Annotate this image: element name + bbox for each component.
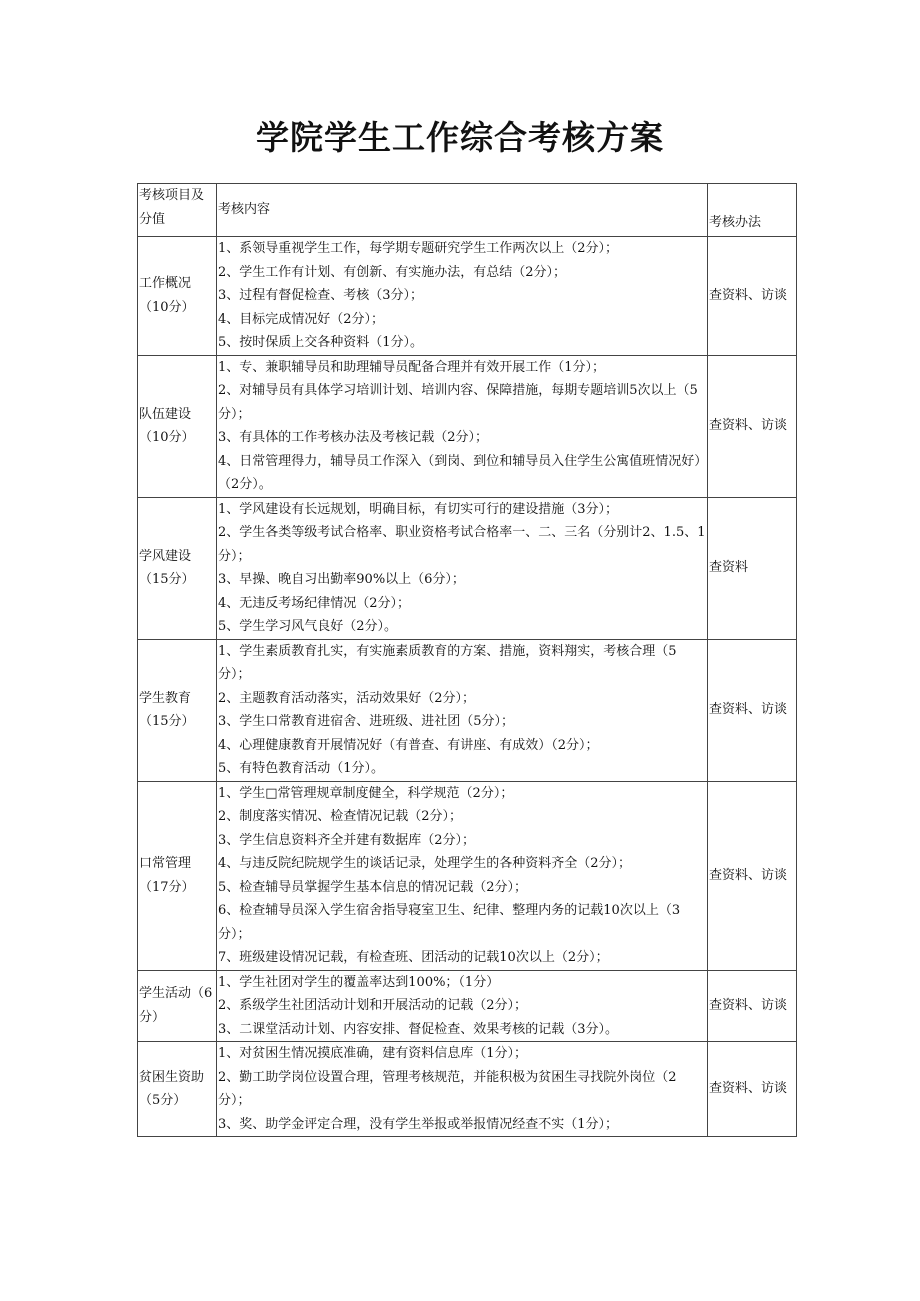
list-item: 1、学生素质教育扎实，有实施素质教育的方案、措施，资料翔实，考核合理（5分）；: [218, 643, 677, 682]
assessment-table: [137, 183, 797, 1137]
row-items: [217, 970, 708, 1042]
list-item: 1、对贫困生情况摸底准确，建有资料信息库（1分）；: [218, 1046, 528, 1061]
list-item: 1、学生□常管理规章制度健全，科学规范（2分）；: [218, 785, 514, 801]
list-item: 3、学生信息资料齐全并建有数据库（2分）；: [218, 832, 476, 848]
list-item: 3、奖、助学金评定合理，没有学生举报或举报情况经查不实（1分）；: [218, 1116, 619, 1132]
row-items: [217, 639, 708, 781]
row-items: [217, 355, 708, 497]
list-item: 2、学生工作有计划、有创新、有实施办法，有总结（2分）；: [218, 264, 567, 280]
list-item: 3、学生口常教育进宿舍、进班级、进社团（5分）；: [218, 714, 515, 729]
list-item: 2、对辅导员有具体学习培训计划、培训内容、保障措施，每期专题培训5次以上（5分）；: [218, 383, 698, 422]
list-item: 4、心理健康教育开展情况好（有普查、有讲座、有成效）（2分）；: [218, 737, 599, 753]
list-item: 3、二课堂活动计划、内容安排、督促检查、效果考核的记载（3分）。: [218, 1021, 619, 1037]
list-item: 2、勤工助学岗位设置合理，管理考核规范，并能积极为贫困生寻找院外岗位（2分）；: [218, 1069, 677, 1108]
list-item: 3、有具体的工作考核办法及考核记载（2分）；: [218, 430, 489, 445]
list-item: 4、与违反院纪院规学生的谈话记录，处理学生的各种资料齐全（2分）；: [218, 856, 632, 871]
table-row: [138, 497, 797, 639]
list-item: 2、主题教育活动落实，活动效果好（2分）；: [218, 690, 476, 706]
list-item: 5、有特色教育活动（1分）。: [218, 761, 385, 776]
table-header-row: [138, 184, 797, 237]
row-items: [217, 237, 708, 356]
row-category: 学生教育（15分）: [138, 639, 217, 781]
row-method: 查资料、访谈: [708, 781, 797, 970]
row-method: 查资料、访谈: [708, 355, 797, 497]
list-item: 5、检查辅导员掌握学生基本信息的情况记载（2分）；: [218, 879, 528, 895]
list-item: 5、按时保质上交各种资料（1分）。: [218, 335, 424, 350]
row-method: 查资料、访谈: [708, 237, 797, 356]
table-row: [138, 237, 797, 356]
list-item: 4、目标完成情况好（2分）；: [218, 311, 385, 327]
list-item: 6、检查辅导员深入学生宿舍指导寝室卫生、纪律、整理内务的记载10次以上（3分）；: [218, 903, 681, 942]
row-method: 查资料: [708, 497, 797, 639]
row-category: 学风建设（15分）: [138, 497, 217, 639]
list-item: 3、早操、晚自习出勤率90%以上（6分）；: [218, 572, 465, 587]
list-item: 1、学生社团对学生的覆盖率达到100%；（1分）: [218, 974, 500, 990]
row-items: [217, 1042, 708, 1137]
row-method: 查资料、访谈: [708, 970, 797, 1042]
table-row: [138, 639, 797, 781]
row-method: 查资料、访谈: [708, 1042, 797, 1137]
list-item: 5、学生学习风气良好（2分）。: [218, 619, 398, 634]
list-item: 3、过程有督促检查、考核（3分）；: [218, 288, 424, 303]
row-category: 队伍建设（10分）: [138, 355, 217, 497]
row-category: 贫困生资助（5分）: [138, 1042, 217, 1137]
table-row: [138, 781, 797, 970]
header-category: 考核项目及分值: [138, 184, 217, 237]
list-item: 2、学生各类等级考试合格率、职业资格考试合格率一、二、三名（分别计2、1.5、1分）；: [218, 525, 706, 564]
list-item: 1、系领导重视学生工作，每学期专题研究学生工作两次以上（2分）；: [218, 241, 619, 256]
row-method: 查资料、访谈: [708, 639, 797, 781]
row-items: [217, 781, 708, 970]
list-item: 7、班级建设情况记载，有检查班、团活动的记载10次以上（2分）；: [218, 950, 609, 965]
row-category: 学生活动（6分）: [138, 970, 217, 1042]
list-item: 4、无违反考场纪律情况（2分）；: [218, 595, 411, 611]
row-items: [217, 497, 708, 639]
list-item: 2、制度落实情况、检查情况记载（2分）；: [218, 809, 463, 824]
table-row: [138, 1042, 797, 1137]
list-item: 1、学风建设有长远规划，明确目标，有切实可行的建设措施（3分）；: [218, 501, 619, 517]
list-item: 4、日常管理得力，辅导员工作深入（到岗、到位和辅导员入住学生公寓值班情况好）（2分）。: [218, 453, 701, 492]
row-category: 口常管理（17分）: [138, 781, 217, 970]
table-row: [138, 970, 797, 1042]
header-method: 考核办法: [708, 184, 797, 237]
list-item: 2、系级学生社团活动计划和开展活动的记载（2分）；: [218, 998, 528, 1013]
row-category: 工作概况（10分）: [138, 237, 217, 356]
table-row: [138, 355, 797, 497]
header-content: 考核内容: [217, 184, 708, 237]
page-title: 学院学生工作综合考核方案: [256, 118, 664, 157]
list-item: 1、专、兼职辅导员和助理辅导员配备合理并有效开展工作（1分）；: [218, 359, 606, 375]
